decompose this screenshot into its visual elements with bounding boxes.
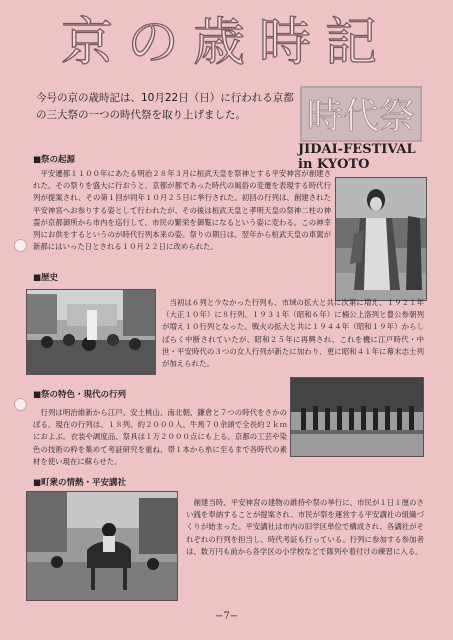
section-heading-history: ■歴史 xyxy=(33,273,59,283)
page-title: 京の歳時記 xyxy=(60,13,391,73)
photo-horse-procession xyxy=(26,491,178,601)
festival-logo-text: 時代祭 xyxy=(306,96,416,137)
page-number: −7− xyxy=(214,611,239,622)
photo-costumed-woman xyxy=(335,177,427,301)
section-heading-features: ■祭の特色・現代の行列 xyxy=(33,390,127,400)
section-text-history: 当初は６列と少なかった行列も、市域の拡大と共に次第に増え、１９２１年（大正１０年）に８行列、１９３１年（昭和６年）に楠公上洛列と豊公参朝列が増え１０行列となった。戦火の拡大と共に１９４４年（昭和１９年）からしばらく中断されていたが、昭和２５年に再興され、これを機に江戸時代・中世・平安時代の３つの女人行列が新たに加わり、更に昭和４１年に幕末志士列が加えられた。 xyxy=(162,298,424,369)
section-heading-machishu: ■町衆の情熱・平安講社 xyxy=(33,478,127,488)
section-text-machishu: 創建当時、平安神宮の建物の維持や祭の挙行に、市民が１日１厘のさい銭を奉納することが提案され、市民が祭を運営する平安講社の組織づくりが始まった。平安講社は市内の旧学区単位で構成され、各講社がそれぞれの行列を担当し、時代考証も行っている。行列に参加する参加者は、数万円も前から各学区の小学校などで隊列や着付けの練習に入る。 xyxy=(186,498,424,556)
festival-en-line2: in KYOTO xyxy=(298,157,370,172)
photo-samurai-procession xyxy=(290,377,424,457)
festival-logo xyxy=(300,86,422,142)
section-heading-origin: ■祭の起源 xyxy=(33,155,76,165)
punch-hole xyxy=(14,398,27,411)
intro-text: 今号の京の歳時記は、10月22日（日）に行われる京都の三大祭の一つの時代祭を取り上げました。 xyxy=(36,92,294,121)
photo-procession-street xyxy=(26,289,156,375)
section-text-origin: 平安遷都１１００年にあたる明治２８年３月に桓武天皇を祭神とする平安神宮が創建された。その祭りを盛大に行おうと、京都が都であった時代の風俗の変遷を表現する時代行列が提案され、その第１回が同年１０月２５日に挙行された。初回の行列は、創建された平安神宮へお参りする姿として行われたが、その後は桓武天皇と孝明天皇の祭神二柱の神霊が京都御所から市内を巡行して、市民の繁栄を御覧になるという姿に変わる。この神幸列にお供をするというのが時代行列本来の姿。祭りの期日は、翌年から桓武天皇の車駕が新都にはいった日とされる１０月２２日に改められた。 xyxy=(33,169,331,252)
section-text-features: 行列は明治維新から江戸、安土桃山、南北朝、鎌倉と７つの時代をさかのぼる。現在の行列は、１８列、約２０００人、牛馬７０余頭で全長約２ｋｍにおよぶ。衣装や調度品、祭具は１万２０００点にも上る。京都の工芸や染色の技術の粋を集めて考証研究を重ね、帯１本から糸に至るまで各時代の素材を使い現在に蘇らせた。 xyxy=(33,408,287,466)
festival-en-line1: JIDAI-FESTIVAL xyxy=(298,142,416,157)
punch-hole xyxy=(14,239,27,252)
